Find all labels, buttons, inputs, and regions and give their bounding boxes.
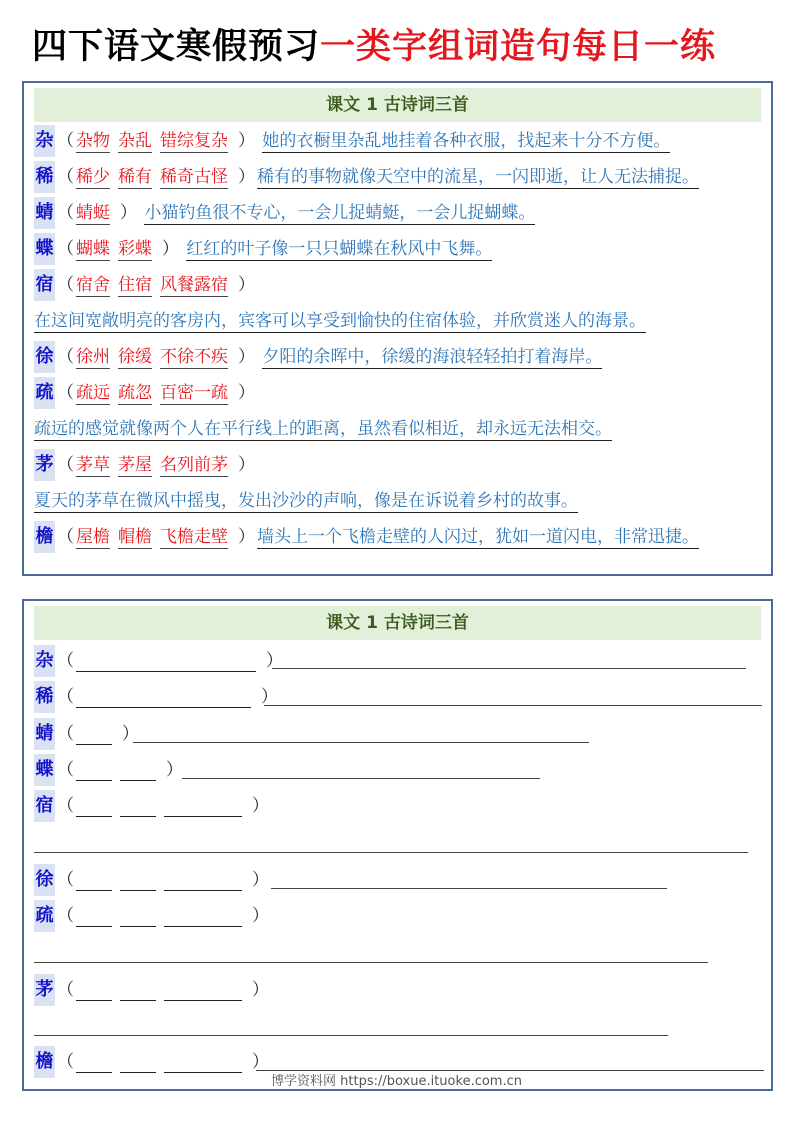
answer-row-yan	[34, 521, 699, 553]
word-blank[interactable]	[76, 687, 251, 708]
paren-open: （	[57, 980, 74, 1000]
paren-open: （	[57, 455, 74, 475]
word-blank[interactable]	[76, 796, 112, 817]
word-blank[interactable]	[76, 651, 256, 672]
answer-row-die	[34, 233, 492, 265]
target-char: 稀	[34, 161, 55, 193]
page-title	[32, 22, 716, 72]
word-blank[interactable]	[164, 906, 242, 927]
word: 徐缓	[118, 347, 152, 367]
practice-row-xi	[34, 681, 280, 713]
target-char: 檐	[34, 521, 55, 553]
word-blank[interactable]	[76, 760, 112, 781]
sentence-blank[interactable]	[264, 705, 762, 706]
target-char: 徐	[34, 341, 55, 373]
sentence-blank[interactable]	[182, 778, 540, 779]
word: 名列前茅	[160, 455, 228, 475]
target-char: 檐	[34, 1046, 55, 1078]
example-sentence: 墙头上一个飞檐走壁的人闪过，犹如一道闪电，非常迅捷。	[257, 527, 699, 547]
paren-open: （	[57, 1052, 74, 1072]
word: 稀奇古怪	[160, 167, 228, 187]
watermark: 博学资料网 https://boxue.ituoke.com.cn	[271, 1074, 522, 1089]
word: 茅屋	[118, 455, 152, 475]
practice-row-qing	[34, 718, 141, 750]
paren-close: ）	[252, 796, 269, 816]
paren-open: （	[57, 347, 74, 367]
paren-close: ）	[261, 687, 278, 707]
paren-open: （	[57, 383, 74, 403]
example-sentence: 她的衣橱里杂乱地挂着各种衣服，找起来十分不方便。	[262, 131, 671, 151]
target-char: 宿	[34, 790, 55, 822]
word: 住宿	[118, 275, 152, 295]
paren-open: （	[57, 239, 74, 259]
answer-row-xi	[34, 161, 699, 193]
paren-close: ）	[238, 455, 255, 475]
word: 帽檐	[118, 527, 152, 547]
word: 不徐不疾	[160, 347, 228, 367]
practice-row-die	[34, 754, 185, 786]
practice-row-su	[34, 790, 271, 822]
paren-close: ）	[238, 527, 255, 547]
paren-close: ）	[238, 275, 255, 295]
answer-row-mao	[34, 449, 257, 481]
paren-close: ）	[162, 239, 179, 259]
word-blank[interactable]	[164, 870, 242, 891]
paren-open: （	[57, 131, 74, 151]
word: 风餐露宿	[160, 275, 228, 295]
paren-close: ）	[252, 870, 269, 890]
sentence-blank[interactable]	[272, 668, 746, 669]
target-char: 杂	[34, 645, 55, 677]
word: 杂乱	[118, 131, 152, 151]
word: 宿舍	[76, 275, 110, 295]
word: 蝴蝶	[76, 239, 110, 259]
example-sentence: 夏天的茅草在微风中摇曳，发出沙沙的声响，像是在诉说着乡村的故事。	[34, 491, 578, 511]
word: 杂物	[76, 131, 110, 151]
answer-row-za	[34, 125, 670, 157]
word-blank[interactable]	[164, 980, 242, 1001]
word: 蜻蜓	[76, 203, 110, 223]
sentence-blank[interactable]	[271, 888, 667, 889]
target-char: 蝶	[34, 754, 55, 786]
paren-close: ）	[266, 651, 283, 671]
target-char: 稀	[34, 681, 55, 713]
word-blank[interactable]	[120, 980, 156, 1001]
target-char: 徐	[34, 864, 55, 896]
word: 错综复杂	[160, 131, 228, 151]
paren-close: ）	[238, 383, 255, 403]
word: 徐州	[76, 347, 110, 367]
word: 稀少	[76, 167, 110, 187]
word-blank[interactable]	[76, 980, 112, 1001]
paren-close: ）	[122, 724, 139, 744]
word: 疏忽	[118, 383, 152, 403]
practice-row-shu	[34, 900, 271, 932]
word: 茅草	[76, 455, 110, 475]
word-blank[interactable]	[120, 906, 156, 927]
paren-close: ）	[252, 1052, 269, 1072]
paren-close: ）	[120, 203, 137, 223]
paren-close: ）	[166, 760, 183, 780]
word: 飞檐走壁	[160, 527, 228, 547]
paren-close: ）	[238, 167, 255, 187]
practice-row-mao	[34, 974, 271, 1006]
sentence-blank[interactable]	[133, 742, 589, 743]
target-char: 蝶	[34, 233, 55, 265]
word-blank[interactable]	[76, 724, 112, 745]
example-sentence: 红红的叶子像一只只蝴蝶在秋风中飞舞。	[186, 239, 493, 259]
paren-close: ）	[252, 906, 269, 926]
example-sentence: 夕阳的余晖中，徐缓的海浪轻轻拍打着海岸。	[262, 347, 603, 367]
word: 屋檐	[76, 527, 110, 547]
answer-row-shu	[34, 377, 257, 409]
answer-row-xu	[34, 341, 602, 373]
word-blank[interactable]	[76, 906, 112, 927]
sentence-blank[interactable]	[34, 1035, 668, 1036]
word-blank[interactable]	[120, 760, 156, 781]
target-char: 茅	[34, 974, 55, 1006]
word: 疏远	[76, 383, 110, 403]
target-char: 杂	[34, 125, 55, 157]
word-blank[interactable]	[120, 796, 156, 817]
word-blank[interactable]	[76, 870, 112, 891]
paren-open: （	[57, 906, 74, 926]
answer-panel-header: 课文 1 古诗词三首	[34, 88, 761, 122]
answer-sentence-line-su	[34, 305, 646, 337]
paren-open: （	[57, 870, 74, 890]
answer-sentence-line-mao	[34, 485, 578, 517]
practice-row-xu	[34, 864, 271, 896]
title-red-part: 一类字组词造句每日一练	[320, 26, 717, 67]
target-char: 茅	[34, 449, 55, 481]
example-sentence: 疏远的感觉就像两个人在平行线上的距离，虽然看似相近，却永远无法相交。	[34, 419, 612, 439]
example-sentence: 小猫钓鱼很不专心，一会儿捉蜻蜓，一会儿捉蝴蝶。	[144, 203, 536, 223]
title-black-part: 四下语文寒假预习	[32, 26, 321, 67]
paren-open: （	[57, 651, 74, 671]
sentence-blank[interactable]	[34, 962, 708, 963]
paren-open: （	[57, 167, 74, 187]
practice-panel-header: 课文 1 古诗词三首	[34, 606, 761, 640]
answer-row-su	[34, 269, 257, 301]
sentence-blank[interactable]	[34, 852, 748, 853]
paren-open: （	[57, 687, 74, 707]
word-blank[interactable]	[164, 796, 242, 817]
word-blank[interactable]	[120, 870, 156, 891]
paren-open: （	[57, 203, 74, 223]
paren-close: ）	[238, 347, 255, 367]
paren-open: （	[57, 275, 74, 295]
practice-panel	[22, 599, 773, 1091]
target-char: 蜻	[34, 197, 55, 229]
word: 彩蝶	[118, 239, 152, 259]
word: 稀有	[118, 167, 152, 187]
paren-open: （	[57, 796, 74, 816]
answer-sentence-line-shu	[34, 413, 612, 445]
target-char: 疏	[34, 900, 55, 932]
word: 百密一疏	[160, 383, 228, 403]
target-char: 宿	[34, 269, 55, 301]
answer-panel	[22, 81, 773, 576]
paren-close: ）	[252, 980, 269, 1000]
example-sentence: 在这间宽敞明亮的客房内，宾客可以享受到愉快的住宿体验，并欣赏迷人的海景。	[34, 311, 646, 331]
answer-row-qing	[34, 197, 535, 229]
example-sentence: 稀有的事物就像天空中的流星，一闪即逝，让人无法捕捉。	[257, 167, 699, 187]
paren-open: （	[57, 760, 74, 780]
target-char: 蜻	[34, 718, 55, 750]
paren-open: （	[57, 724, 74, 744]
practice-row-za	[34, 645, 285, 677]
target-char: 疏	[34, 377, 55, 409]
paren-close: ）	[238, 131, 255, 151]
paren-open: （	[57, 527, 74, 547]
